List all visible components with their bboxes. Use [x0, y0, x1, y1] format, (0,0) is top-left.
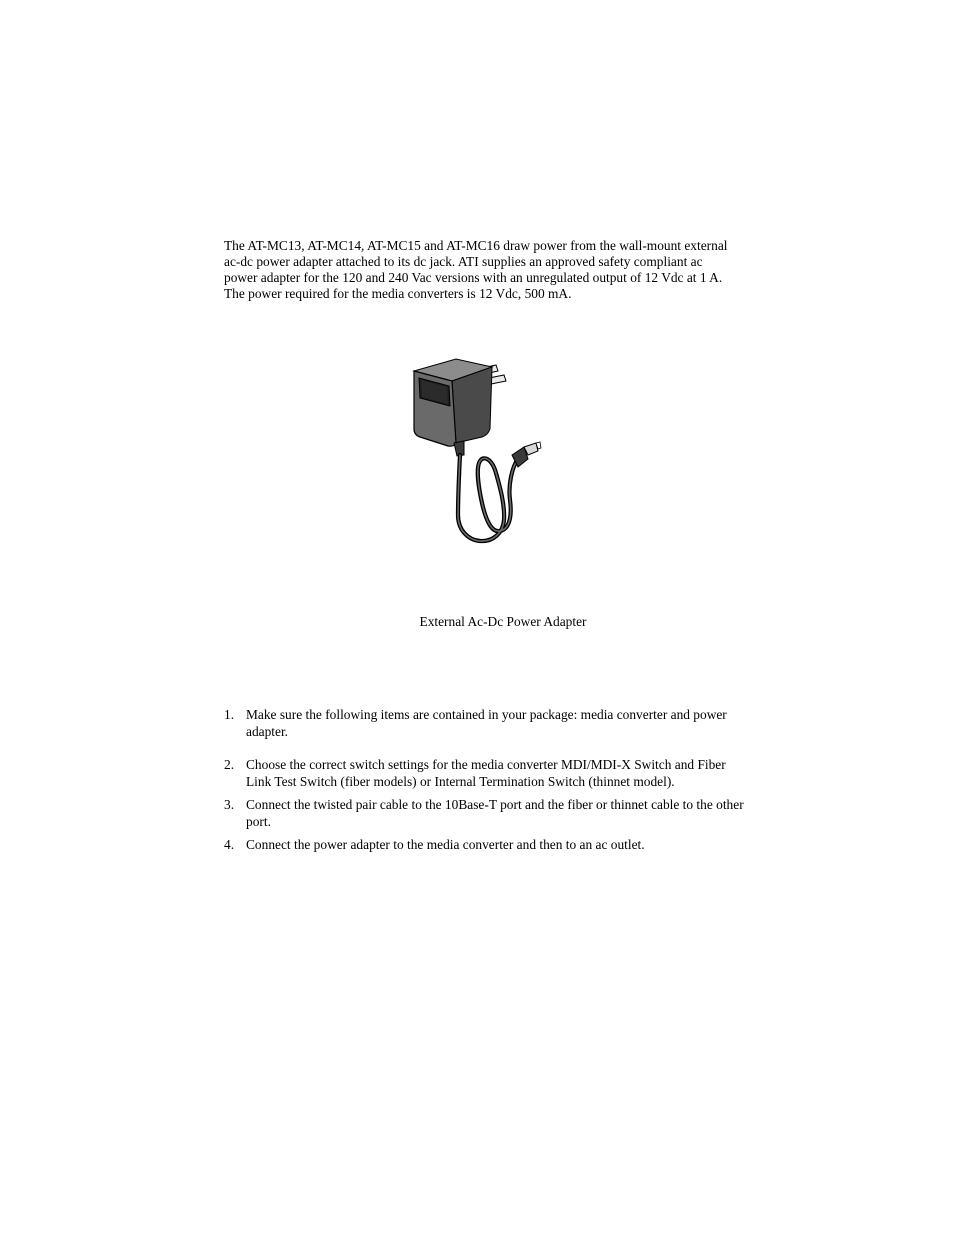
step-number: 2.: [224, 757, 235, 772]
step-number: 4.: [224, 837, 235, 852]
power-adapter-illustration-icon: [400, 355, 560, 550]
power-adapter-figure: [400, 355, 560, 550]
list-item: [224, 796, 744, 830]
step-text: Connect the twisted pair cable to the 10Base-T port and the fiber or thinnet cable to the other port.: [246, 797, 744, 829]
list-item: [224, 756, 744, 790]
step-number: 3.: [224, 797, 235, 812]
step-text: Make sure the following items are contained in your package: media converter and power adapter.: [246, 707, 727, 739]
list-item: [224, 706, 744, 740]
installation-steps-list: [224, 706, 744, 853]
step-number: 1.: [224, 707, 235, 722]
step-text: Choose the correct switch settings for the media converter MDI/MDI-X Switch and Fiber Link Test Switch (fiber models) or Internal Termination Switch (thinnet model).: [246, 757, 726, 789]
step-text: Connect the power adapter to the media converter and then to an ac outlet.: [246, 837, 645, 852]
figure-caption: External Ac-Dc Power Adapter: [419, 614, 587, 629]
list-item: [224, 836, 744, 853]
intro-paragraph: The AT-MC13, AT-MC14, AT-MC15 and AT-MC16 draw power from the wall-mount external ac-dc power adapter attached to its dc jack. ATI supplies an approved safety compliant ac power adapter for the 120 and 240 Vac versions with an unregulated output of 12 Vdc at 1 A. The power required for the media converters is 12 Vdc, 500 mA.: [224, 238, 728, 301]
